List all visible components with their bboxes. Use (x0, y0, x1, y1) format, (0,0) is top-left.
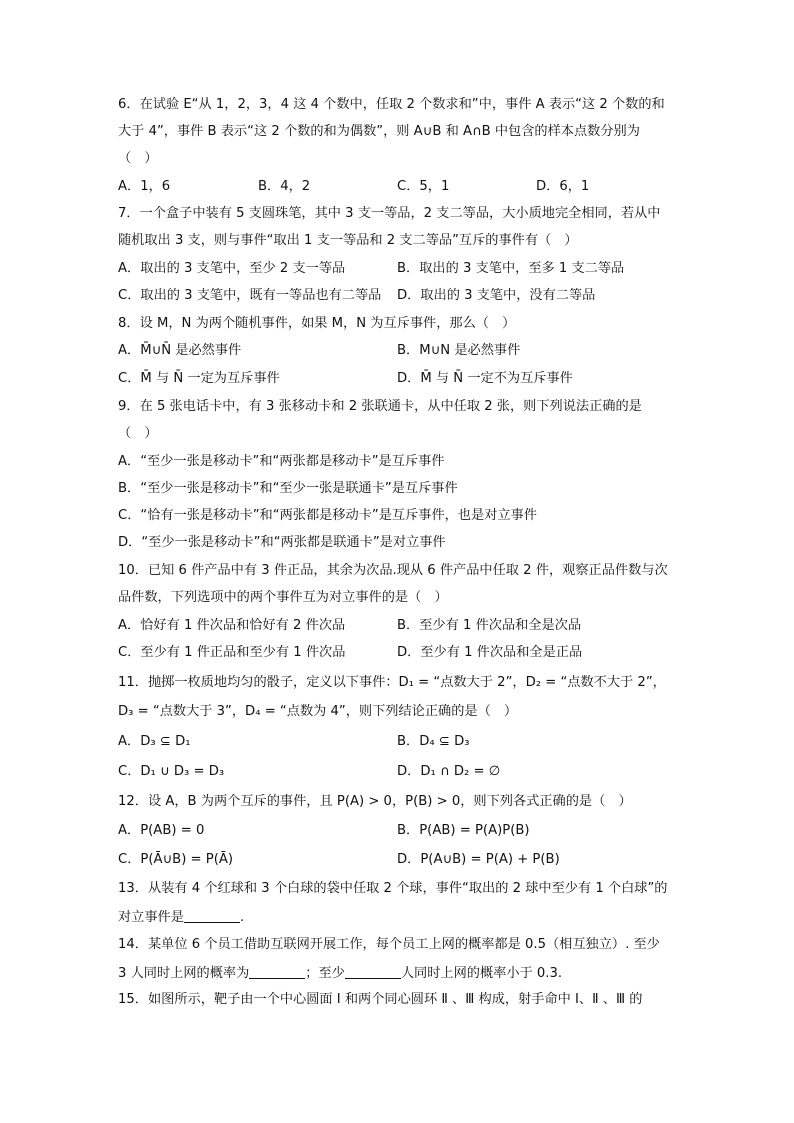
q8-option-d: D．M̄ 与 N̄ 一定不为互斥事件 (397, 371, 573, 386)
q11-option-b: B．D₄ ⊆ D₃ (397, 734, 470, 749)
q7-line-2: 随机取出 3 支，则与事件“取出 1 支一等品和 2 支二等品”互斥的事件有（ ） (118, 233, 578, 248)
q6-option-a: A．1，6 (118, 179, 171, 194)
q11-line-2: D₃ = “点数大于 3”，D₄ = “点数为 4”，则下列结论正确的是（ ） (118, 704, 518, 719)
q13-line-2-end: . (239, 910, 245, 925)
q8-option-a: A．M̄∪N̄ 是必然事件 (118, 343, 242, 358)
q7-option-a: A．取出的 3 支笔中，至少 2 支一等品 (118, 261, 346, 276)
q10-option-a: A．恰好有 1 件次品和恰好有 2 件次品 (118, 618, 346, 633)
q14-answer-blank-1[interactable] (249, 964, 305, 979)
q7-option-b: B．取出的 3 支笔中，至多 1 支二等品 (397, 261, 625, 276)
q15-line-1: 15．如图所示，靶子由一个中心圆面 Ⅰ 和两个同心圆环 Ⅱ 、Ⅲ 构成，射手命中 Ⅰ、Ⅱ 、Ⅲ 的 (118, 992, 643, 1007)
q13-line-1: 13．从装有 4 个红球和 3 个白球的袋中任取 2 个球，事件“取出的 2 球中至少有 1 个白球”的 (118, 881, 668, 896)
q6-option-b: B．4，2 (258, 179, 311, 194)
q9-option-b: B．“至少一张是移动卡”和“至少一张是联通卡”是互斥事件 (118, 481, 458, 496)
q12-option-d: D．P(A∪B) = P(A) + P(B) (397, 852, 560, 867)
q10-option-b: B．至少有 1 件次品和全是次品 (397, 618, 582, 633)
q7-option-c: C．取出的 3 支笔中，既有一等品也有二等品 (118, 288, 382, 303)
q13-line-2-text: 对立事件是 (118, 910, 184, 925)
q6-line-3: （ ） (118, 151, 158, 166)
q14-line-2-text-b: ；至少 (305, 966, 345, 981)
q11-option-d: D．D₁ ∩ D₂ = ∅ (397, 764, 501, 779)
q9-option-a: A．“至少一张是移动卡”和“两张都是移动卡”是互斥事件 (118, 454, 445, 469)
q10-line-2: 品件数，下列选项中的两个事件互为对立事件的是（ ） (118, 590, 448, 605)
q14-line-2 (118, 964, 562, 982)
q12-line-1: 12．设 A，B 为两个互斥的事件，且 P(A) > 0，P(B) > 0，则下列各式正确的是（ ） (118, 794, 632, 809)
q8-option-b: B．M∪N 是必然事件 (397, 343, 521, 358)
q8-line-1: 8．设 M，N 为两个随机事件，如果 M，N 为互斥事件，那么（ ） (118, 316, 516, 331)
q14-line-2-text-c: 人同时上网的概率小于 0.3. (400, 966, 563, 981)
q11-option-a: A．D₃ ⊆ D₁ (118, 734, 191, 749)
q9-option-d: D．“至少一张是移动卡”和“两张都是联通卡”是对立事件 (118, 535, 446, 550)
q7-option-d: D．取出的 3 支笔中，没有二等品 (397, 288, 596, 303)
q10-option-c: C．至少有 1 件正品和至少有 1 件次品 (118, 645, 346, 660)
q14-line-2-text-a: 3 人同时上网的概率为 (118, 966, 250, 981)
q6-line-1: 6．在试验 E“从 1，2，3，4 这 4 个数中，任取 2 个数求和”中，事件 A 表示“这 2 个数的和 (118, 97, 665, 112)
q6-option-d: D．6，1 (536, 179, 590, 194)
q6-line-2: 大于 4”，事件 B 表示“这 2 个数的和为偶数”，则 A∪B 和 A∩B 中包含的样本点数分别为 (118, 124, 640, 139)
q9-line-2: （ ） (118, 426, 158, 441)
q10-line-1: 10．已知 6 件产品中有 3 件正品，其余为次品.现从 6 件产品中任取 2 件，观察正品件数与次 (118, 563, 668, 578)
q9-option-c: C．“恰有一张是移动卡”和“两张都是移动卡”是互斥事件，也是对立事件 (118, 508, 537, 523)
q11-option-c: C．D₁ ∪ D₃ = D₃ (118, 764, 225, 779)
q14-line-1: 14．某单位 6 个员工借助互联网开展工作，每个员工上网的概率都是 0.5（相互独立）. 至少 (118, 937, 660, 952)
q9-line-1: 9．在 5 张电话卡中，有 3 张移动卡和 2 张联通卡，从中任取 2 张，则下列说法正确的是 (118, 399, 642, 414)
q8-option-c: C．M̄ 与 N̄ 一定为互斥事件 (118, 371, 280, 386)
q12-option-a: A．P(AB) = 0 (118, 823, 205, 838)
q12-option-c: C．P(Ā∪B) = P(Ā) (118, 852, 234, 867)
q14-answer-blank-2[interactable] (345, 964, 401, 979)
q11-line-1: 11．抛掷一枚质地均匀的骰子，定义以下事件：D₁ = “点数大于 2”，D₂ = “点数不大于 2”， (118, 675, 666, 690)
q10-option-d: D．至少有 1 件次品和全是正品 (397, 645, 583, 660)
q6-option-c: C．5，1 (397, 179, 450, 194)
q12-option-b: B．P(AB) = P(A)P(B) (397, 823, 530, 838)
q13-answer-blank[interactable] (184, 908, 240, 923)
q13-line-2 (118, 908, 244, 926)
q7-line-1: 7．一个盒子中装有 5 支圆珠笔，其中 3 支一等品，2 支二等品，大小质地完全相同，若从中 (118, 206, 661, 221)
